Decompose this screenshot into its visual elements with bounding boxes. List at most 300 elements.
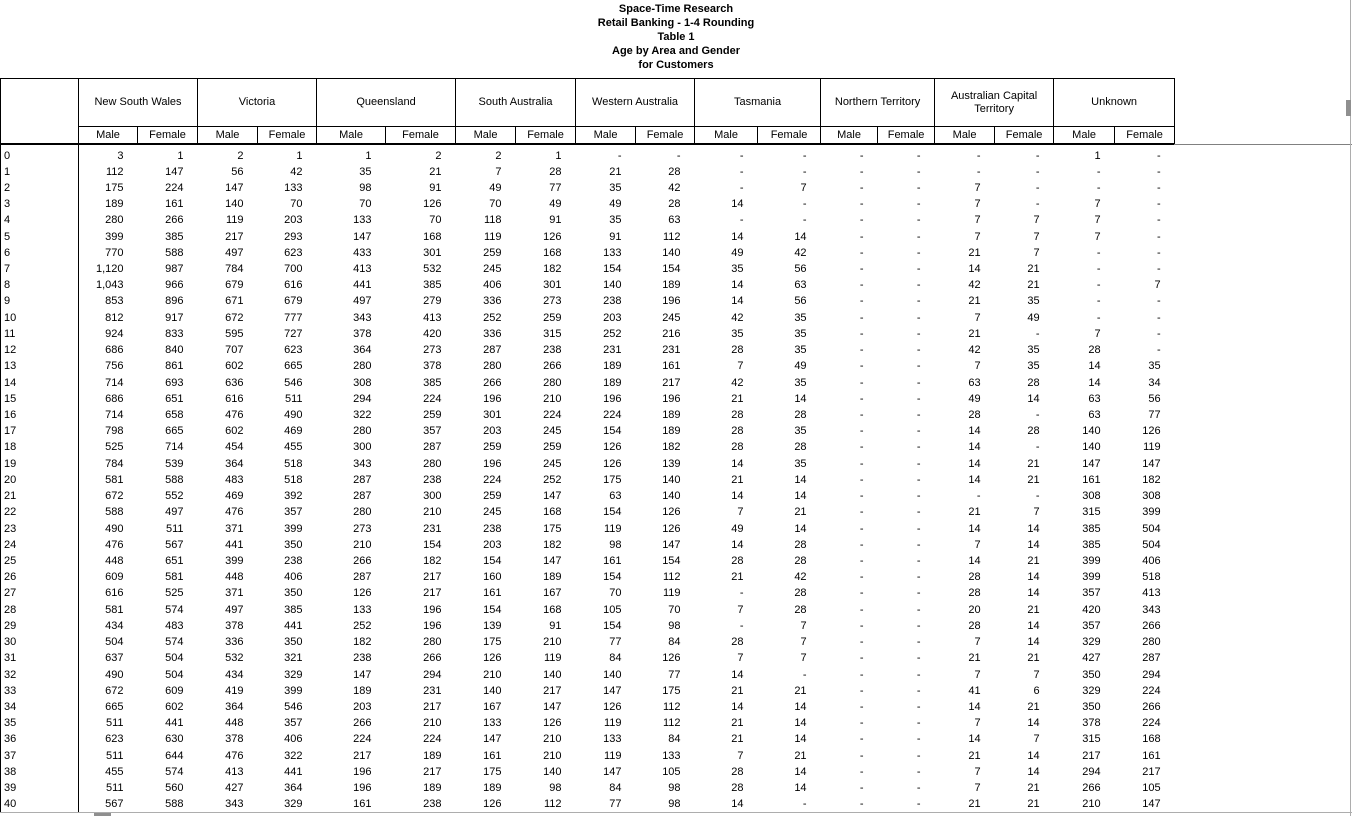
vertical-scrollbar-track[interactable] bbox=[1350, 0, 1351, 816]
data-cell: 189 bbox=[423, 749, 442, 762]
data-cell: 42 bbox=[794, 246, 807, 259]
data-cell: - bbox=[916, 165, 921, 178]
data-cell: 672 bbox=[105, 490, 124, 503]
data-cell: 7 bbox=[800, 181, 807, 194]
data-cell: 623 bbox=[284, 344, 303, 357]
data-cell: 140 bbox=[603, 668, 622, 681]
data-cell: 210 bbox=[543, 636, 562, 649]
data-cell: 497 bbox=[225, 246, 244, 259]
data-cell: - bbox=[1035, 181, 1040, 194]
data-cell: 1 bbox=[177, 149, 184, 162]
data-cell: - bbox=[859, 554, 864, 567]
group-header-cell: South Australia bbox=[456, 79, 576, 127]
age-cell: 23 bbox=[1, 521, 79, 537]
age-cell: 35 bbox=[1, 715, 79, 731]
data-cell: - bbox=[1035, 149, 1040, 162]
data-cell: 7 bbox=[1094, 214, 1101, 227]
data-cell: 28 bbox=[1088, 344, 1101, 357]
data-cell: - bbox=[859, 263, 864, 276]
data-cell: 293 bbox=[284, 230, 303, 243]
table-row bbox=[1, 391, 1175, 407]
table-row bbox=[1, 634, 1175, 650]
data-cell: 1,043 bbox=[95, 279, 124, 292]
data-cell: 315 bbox=[543, 327, 562, 340]
horizontal-scrollbar-track[interactable] bbox=[0, 812, 1352, 813]
data-cell: 14 bbox=[794, 392, 807, 405]
age-cell: 6 bbox=[1, 245, 79, 261]
data-cell: 140 bbox=[603, 279, 622, 292]
data-cell: 266 bbox=[353, 554, 372, 567]
data-cell: 454 bbox=[225, 441, 244, 454]
data-cell: - bbox=[617, 149, 622, 162]
data-cell: 35 bbox=[731, 263, 744, 276]
data-cell: - bbox=[916, 636, 921, 649]
data-cell: 196 bbox=[423, 619, 442, 632]
data-cell: 140 bbox=[483, 684, 502, 697]
data-cell: 350 bbox=[284, 636, 303, 649]
data-cell: 14 bbox=[968, 457, 981, 470]
data-cell: 588 bbox=[165, 798, 184, 811]
table-row bbox=[1, 144, 1175, 164]
data-cell: 238 bbox=[353, 652, 372, 665]
data-cell: 616 bbox=[105, 587, 124, 600]
data-cell: - bbox=[976, 165, 981, 178]
data-cell: 182 bbox=[662, 441, 681, 454]
data-cell: 399 bbox=[1142, 506, 1161, 519]
data-cell: 28 bbox=[731, 344, 744, 357]
age-cell: 34 bbox=[1, 699, 79, 715]
title-line-population: for Customers bbox=[638, 59, 714, 71]
data-cell: - bbox=[916, 490, 921, 503]
data-cell: 140 bbox=[662, 490, 681, 503]
data-cell: 266 bbox=[1082, 782, 1101, 795]
data-cell: 259 bbox=[543, 441, 562, 454]
data-cell: 49 bbox=[609, 198, 622, 211]
data-cell: 378 bbox=[1082, 717, 1101, 730]
data-cell: 679 bbox=[284, 295, 303, 308]
title-line-table-name: Age by Area and Gender bbox=[612, 45, 740, 57]
data-cell: 231 bbox=[423, 522, 442, 535]
data-cell: - bbox=[1156, 327, 1161, 340]
data-cell: 203 bbox=[483, 538, 502, 551]
data-cell: 161 bbox=[662, 360, 681, 373]
data-cell: 42 bbox=[794, 571, 807, 584]
data-cell: 7 bbox=[1033, 668, 1040, 681]
data-cell: 532 bbox=[225, 652, 244, 665]
data-cell: - bbox=[916, 230, 921, 243]
data-cell: - bbox=[739, 149, 744, 162]
data-cell: 1 bbox=[365, 149, 372, 162]
title-line-database: Retail Banking - 1-4 Rounding bbox=[597, 17, 755, 29]
data-cell: 441 bbox=[225, 538, 244, 551]
data-cell: 602 bbox=[225, 360, 244, 373]
data-cell: 14 bbox=[968, 700, 981, 713]
data-cell: 399 bbox=[284, 522, 303, 535]
data-cell: - bbox=[1096, 295, 1101, 308]
data-cell: 7 bbox=[800, 619, 807, 632]
data-cell: 294 bbox=[353, 392, 372, 405]
data-cell: 287 bbox=[353, 490, 372, 503]
data-cell: 273 bbox=[543, 295, 562, 308]
data-cell: 154 bbox=[603, 263, 622, 276]
age-cell: 20 bbox=[1, 472, 79, 488]
data-cell: 210 bbox=[1082, 798, 1101, 811]
data-cell: 70 bbox=[489, 198, 502, 211]
data-cell: - bbox=[1156, 198, 1161, 211]
data-cell: 147 bbox=[225, 181, 244, 194]
data-cell: 147 bbox=[1142, 457, 1161, 470]
data-cell: 525 bbox=[165, 587, 184, 600]
data-cell: - bbox=[859, 376, 864, 389]
data-cell: - bbox=[1156, 230, 1161, 243]
data-cell: 413 bbox=[353, 263, 372, 276]
data-cell: - bbox=[1035, 198, 1040, 211]
data-cell: 77 bbox=[609, 798, 622, 811]
data-cell: - bbox=[739, 214, 744, 227]
data-cell: 7 bbox=[1094, 230, 1101, 243]
age-cell: 31 bbox=[1, 650, 79, 666]
data-cell: 504 bbox=[105, 636, 124, 649]
data-cell: 518 bbox=[1142, 571, 1161, 584]
data-cell: 28 bbox=[968, 409, 981, 421]
data-cell: 42 bbox=[290, 165, 303, 178]
data-cell: 126 bbox=[662, 652, 681, 665]
data-cell: 406 bbox=[483, 279, 502, 292]
data-cell: 455 bbox=[105, 765, 124, 778]
data-cell: 35 bbox=[609, 214, 622, 227]
data-cell: - bbox=[739, 587, 744, 600]
data-cell: 21 bbox=[1027, 603, 1040, 616]
title-line-table-number: Table 1 bbox=[657, 31, 695, 43]
data-cell: - bbox=[916, 425, 921, 438]
data-cell: 112 bbox=[663, 700, 681, 713]
data-cell: 364 bbox=[353, 344, 372, 357]
data-cell: 35 bbox=[609, 181, 622, 194]
group-header-cell: New South Wales bbox=[79, 79, 198, 127]
data-cell: - bbox=[802, 798, 807, 811]
data-cell: - bbox=[1035, 409, 1040, 421]
data-cell: 552 bbox=[165, 490, 184, 503]
data-cell: 581 bbox=[105, 603, 124, 616]
data-cell: 532 bbox=[423, 263, 442, 276]
data-cell: 28 bbox=[668, 165, 681, 178]
table-row bbox=[1, 667, 1175, 683]
data-cell: - bbox=[859, 733, 864, 746]
data-cell: 672 bbox=[105, 684, 124, 697]
data-cell: 133 bbox=[662, 749, 681, 762]
data-cell: 560 bbox=[165, 782, 184, 795]
data-cell: 448 bbox=[105, 554, 124, 567]
age-cell: 7 bbox=[1, 261, 79, 277]
data-cell: 35 bbox=[794, 344, 807, 357]
data-cell: 7 bbox=[1033, 246, 1040, 259]
age-cell: 19 bbox=[1, 456, 79, 472]
data-cell: - bbox=[976, 490, 981, 503]
table-row bbox=[1, 164, 1175, 180]
age-cell: 18 bbox=[1, 439, 79, 455]
data-cell: 14 bbox=[1088, 376, 1101, 389]
data-cell: - bbox=[859, 684, 864, 697]
data-cell: 168 bbox=[543, 506, 562, 519]
data-cell: 42 bbox=[668, 181, 681, 194]
data-cell: 238 bbox=[483, 522, 502, 535]
data-cell: 119 bbox=[603, 717, 622, 730]
data-cell: 399 bbox=[105, 230, 124, 243]
data-cell: 987 bbox=[165, 263, 184, 276]
data-cell: 343 bbox=[353, 311, 372, 324]
data-cell: 14 bbox=[1027, 522, 1040, 535]
data-cell: 168 bbox=[1142, 733, 1161, 746]
table-row bbox=[1, 683, 1175, 699]
data-cell: 266 bbox=[1142, 700, 1161, 713]
data-cell: 21 bbox=[731, 717, 744, 730]
female-subheader-cell: Female bbox=[878, 127, 935, 144]
data-cell: 42 bbox=[731, 311, 744, 324]
data-cell: - bbox=[1096, 279, 1101, 292]
data-cell: 91 bbox=[609, 230, 622, 243]
data-cell: 196 bbox=[353, 782, 372, 795]
data-cell: 433 bbox=[353, 246, 372, 259]
data-cell: - bbox=[859, 311, 864, 324]
data-cell: 567 bbox=[165, 538, 184, 551]
data-cell: - bbox=[859, 700, 864, 713]
data-cell: 126 bbox=[483, 798, 502, 811]
data-cell: - bbox=[859, 571, 864, 584]
data-cell: 147 bbox=[165, 165, 184, 178]
data-cell: 231 bbox=[662, 344, 681, 357]
age-cell: 28 bbox=[1, 602, 79, 618]
data-cell: 679 bbox=[225, 279, 244, 292]
data-cell: 63 bbox=[1088, 392, 1101, 405]
data-cell: - bbox=[916, 295, 921, 308]
group-header-cell: Queensland bbox=[317, 79, 456, 127]
data-cell: 1 bbox=[296, 149, 303, 162]
table-row bbox=[1, 407, 1175, 423]
data-cell: 217 bbox=[423, 571, 442, 584]
data-table-container bbox=[0, 78, 1175, 812]
data-cell: 21 bbox=[609, 165, 622, 178]
data-cell: 665 bbox=[165, 425, 184, 438]
table-row bbox=[1, 358, 1175, 374]
data-cell: 154 bbox=[603, 425, 622, 438]
data-cell: - bbox=[739, 165, 744, 178]
data-cell: - bbox=[1035, 490, 1040, 503]
data-cell: 28 bbox=[1027, 425, 1040, 438]
data-cell: 245 bbox=[543, 457, 562, 470]
data-cell: 21 bbox=[1027, 554, 1040, 567]
data-cell: 21 bbox=[731, 473, 744, 486]
data-cell: 28 bbox=[549, 165, 562, 178]
data-cell: 420 bbox=[423, 327, 442, 340]
age-cell: 32 bbox=[1, 667, 79, 683]
data-cell: - bbox=[916, 311, 921, 324]
data-cell: 350 bbox=[1082, 700, 1101, 713]
data-cell: 49 bbox=[1027, 311, 1040, 324]
data-cell: 14 bbox=[794, 490, 807, 503]
table-row bbox=[1, 310, 1175, 326]
data-cell: - bbox=[916, 652, 921, 665]
data-cell: 21 bbox=[1027, 263, 1040, 276]
female-subheader-cell: Female bbox=[758, 127, 821, 144]
data-cell: 504 bbox=[1142, 522, 1161, 535]
data-cell: 567 bbox=[105, 798, 124, 811]
data-cell: - bbox=[859, 425, 864, 438]
age-cell: 5 bbox=[1, 229, 79, 245]
data-cell: 336 bbox=[483, 295, 502, 308]
data-cell: 189 bbox=[662, 409, 681, 421]
data-cell: 49 bbox=[731, 522, 744, 535]
data-cell: 161 bbox=[165, 198, 184, 211]
data-cell: - bbox=[802, 165, 807, 178]
data-cell: 49 bbox=[968, 392, 981, 405]
data-cell: 546 bbox=[284, 376, 303, 389]
data-cell: 147 bbox=[662, 538, 681, 551]
data-cell: 245 bbox=[662, 311, 681, 324]
data-cell: - bbox=[859, 798, 864, 811]
data-cell: 147 bbox=[603, 684, 622, 697]
data-cell: 441 bbox=[353, 279, 372, 292]
data-cell: 280 bbox=[105, 214, 124, 227]
data-cell: 231 bbox=[603, 344, 622, 357]
data-cell: 7 bbox=[1033, 733, 1040, 746]
data-cell: 147 bbox=[543, 554, 562, 567]
data-cell: 14 bbox=[731, 457, 744, 470]
data-cell: 56 bbox=[1148, 392, 1161, 405]
data-cell: 98 bbox=[359, 181, 372, 194]
data-cell: 609 bbox=[105, 571, 124, 584]
data-cell: 7 bbox=[737, 360, 744, 373]
age-cell: 36 bbox=[1, 731, 79, 747]
data-cell: 280 bbox=[353, 425, 372, 438]
data-cell: 133 bbox=[483, 717, 502, 730]
data-cell: 14 bbox=[794, 733, 807, 746]
data-cell: - bbox=[859, 506, 864, 519]
data-cell: 28 bbox=[1027, 376, 1040, 389]
data-cell: - bbox=[916, 700, 921, 713]
data-cell: 35 bbox=[794, 327, 807, 340]
data-cell: 21 bbox=[794, 749, 807, 762]
data-cell: 98 bbox=[668, 619, 681, 632]
data-cell: 336 bbox=[483, 327, 502, 340]
data-cell: 35 bbox=[1148, 360, 1161, 373]
age-cell: 26 bbox=[1, 569, 79, 585]
data-cell: - bbox=[859, 619, 864, 632]
data-cell: 966 bbox=[165, 279, 184, 292]
data-cell: 161 bbox=[1142, 749, 1161, 762]
data-cell: 175 bbox=[603, 473, 622, 486]
data-cell: - bbox=[916, 149, 921, 162]
data-cell: 21 bbox=[731, 571, 744, 584]
title-line-organisation: Space-Time Research bbox=[618, 3, 734, 15]
data-cell: 167 bbox=[483, 700, 502, 713]
data-cell: 427 bbox=[1082, 652, 1101, 665]
data-cell: 175 bbox=[662, 684, 681, 697]
data-cell: 770 bbox=[105, 246, 124, 259]
data-cell: 7 bbox=[737, 603, 744, 616]
data-cell: 441 bbox=[284, 619, 303, 632]
data-cell: 896 bbox=[165, 295, 184, 308]
data-cell: 189 bbox=[662, 425, 681, 438]
data-cell: - bbox=[802, 149, 807, 162]
data-cell: 224 bbox=[1142, 717, 1161, 730]
data-cell: 189 bbox=[543, 571, 562, 584]
data-cell: - bbox=[859, 392, 864, 405]
data-cell: 189 bbox=[603, 376, 622, 389]
data-cell: 798 bbox=[105, 425, 124, 438]
data-cell: 588 bbox=[165, 246, 184, 259]
data-cell: - bbox=[859, 295, 864, 308]
data-cell: 259 bbox=[483, 490, 502, 503]
data-cell: 14 bbox=[794, 700, 807, 713]
vertical-scrollbar-thumb[interactable] bbox=[1346, 100, 1351, 116]
table-row bbox=[1, 423, 1175, 439]
data-cell: 7 bbox=[1154, 279, 1161, 292]
data-cell: 14 bbox=[968, 733, 981, 746]
data-cell: 21 bbox=[1027, 457, 1040, 470]
data-cell: 63 bbox=[609, 490, 622, 503]
data-cell: 413 bbox=[423, 311, 442, 324]
male-subheader-cell: Male bbox=[317, 127, 386, 144]
data-cell: - bbox=[1156, 295, 1161, 308]
data-cell: 266 bbox=[423, 652, 442, 665]
data-cell: - bbox=[802, 668, 807, 681]
data-cell: 511 bbox=[105, 782, 124, 795]
data-cell: 259 bbox=[543, 311, 562, 324]
data-cell: 266 bbox=[543, 360, 562, 373]
data-cell: 154 bbox=[603, 619, 622, 632]
data-cell: 2 bbox=[495, 149, 502, 162]
data-cell: - bbox=[859, 603, 864, 616]
data-cell: 21 bbox=[731, 684, 744, 697]
data-cell: 7 bbox=[974, 230, 981, 243]
data-cell: - bbox=[859, 587, 864, 600]
male-subheader-cell: Male bbox=[79, 127, 138, 144]
data-cell: 70 bbox=[359, 198, 372, 211]
data-cell: 217 bbox=[225, 230, 244, 243]
data-cell: 14 bbox=[968, 441, 981, 454]
data-cell: 84 bbox=[668, 636, 681, 649]
data-cell: 210 bbox=[543, 749, 562, 762]
data-cell: 861 bbox=[165, 360, 184, 373]
data-cell: - bbox=[859, 717, 864, 730]
data-cell: 56 bbox=[231, 165, 244, 178]
table-row bbox=[1, 261, 1175, 277]
data-cell: 833 bbox=[165, 327, 184, 340]
data-cell: 329 bbox=[1082, 684, 1101, 697]
data-cell: 252 bbox=[353, 619, 372, 632]
data-cell: - bbox=[916, 263, 921, 276]
data-cell: 6 bbox=[1033, 684, 1040, 697]
data-cell: 84 bbox=[609, 652, 622, 665]
data-cell: 371 bbox=[225, 587, 244, 600]
data-cell: 399 bbox=[1082, 571, 1101, 584]
data-cell: 287 bbox=[1142, 652, 1161, 665]
data-cell: 539 bbox=[165, 457, 184, 470]
table-row bbox=[1, 229, 1175, 245]
data-cell: 210 bbox=[423, 717, 442, 730]
male-subheader-cell: Male bbox=[576, 127, 636, 144]
data-cell: 35 bbox=[1027, 360, 1040, 373]
data-cell: - bbox=[916, 765, 921, 778]
data-cell: 63 bbox=[968, 376, 981, 389]
data-cell: 63 bbox=[668, 214, 681, 227]
table-row bbox=[1, 521, 1175, 537]
data-cell: 707 bbox=[225, 344, 244, 357]
data-cell: 35 bbox=[794, 425, 807, 438]
data-cell: 672 bbox=[225, 311, 244, 324]
group-header-cell: Australian Capital Territory bbox=[935, 79, 1054, 127]
data-cell: 301 bbox=[423, 246, 442, 259]
